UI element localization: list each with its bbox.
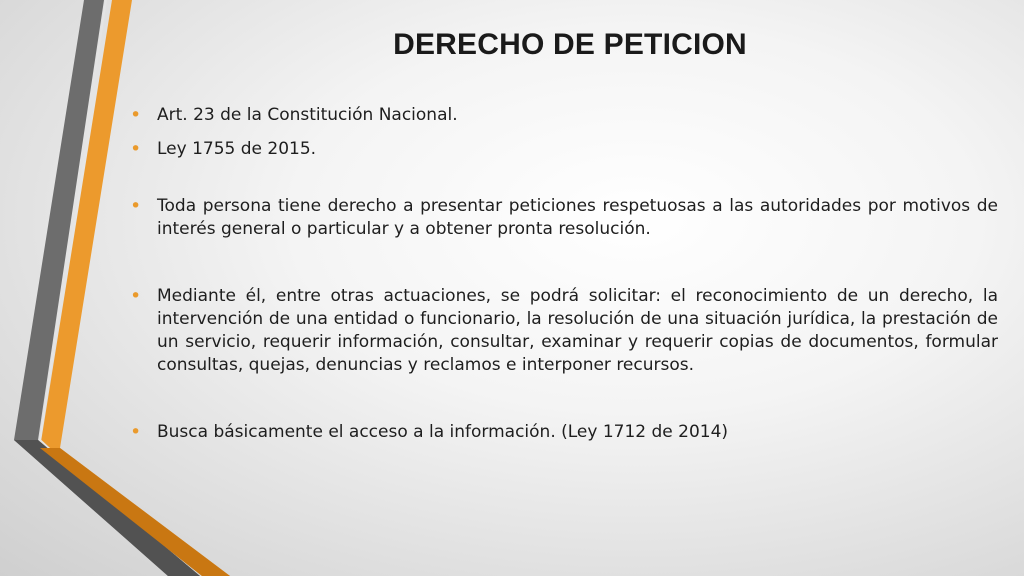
- bullet-item: [128, 421, 998, 444]
- bullet-item: [128, 195, 998, 241]
- bullet-icon: •: [130, 285, 142, 307]
- bullet-text: Mediante él, entre otras actuaciones, se podrá solicitar: el reconocimiento de un derecho, la intervención de una entidad o funcionario, la resolución de una situación jurídica, la prestación de un servicio, requerir información, consultar, examinar y requerir copias de documentos, formular consultas, quejas, denuncias y reclamos e interponer recursos.: [157, 286, 998, 375]
- bottom-gray-band: [14, 440, 200, 576]
- bullet-text: Ley 1755 de 2015.: [157, 139, 317, 159]
- bullet-item: [128, 285, 998, 377]
- bullet-list: [128, 104, 998, 444]
- bullet-icon: •: [130, 104, 142, 126]
- bullet-text: Busca básicamente el acceso a la información. (Ley 1712 de 2014): [157, 422, 729, 442]
- bullet-text: Toda persona tiene derecho a presentar peticiones respetuosas a las autoridades por motivos de interés general o particular y a obtener pronta resolución.: [157, 196, 998, 239]
- bullet-icon: •: [130, 138, 142, 160]
- slide-title: DERECHO DE PETICION: [393, 28, 747, 61]
- bullet-item: [128, 138, 998, 161]
- bullet-icon: •: [130, 421, 142, 443]
- bullet-icon: •: [130, 195, 142, 217]
- bottom-orange-band: [40, 448, 230, 576]
- bullet-item: [128, 104, 998, 127]
- bullet-text: Art. 23 de la Constitución Nacional.: [157, 105, 458, 125]
